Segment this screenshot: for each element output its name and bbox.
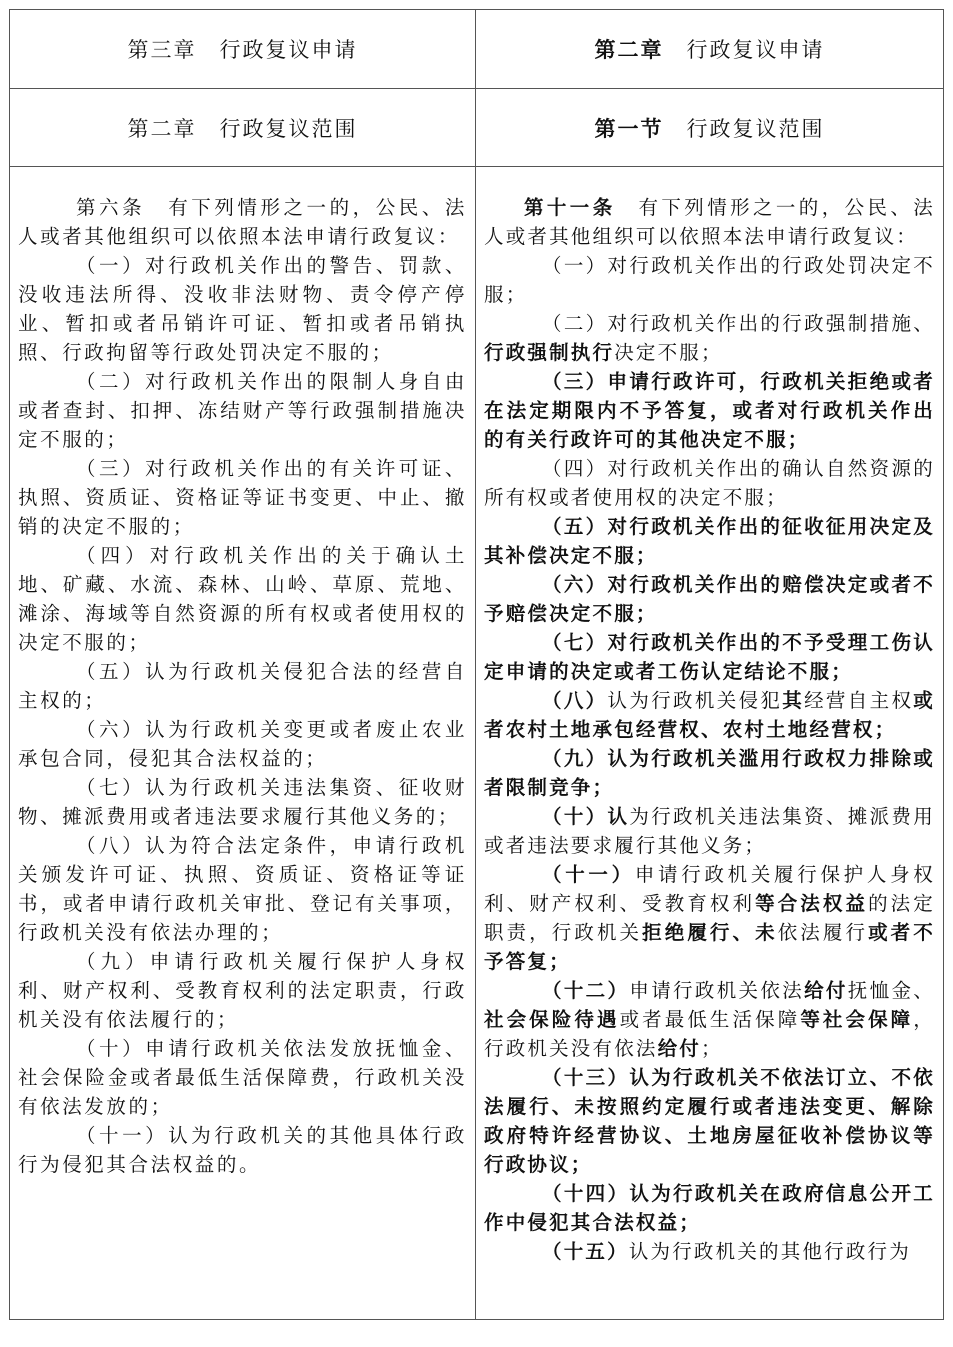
left-old-text-column xyxy=(10,167,475,1319)
right-item-paragraph: （十二）申请行政机关依法给付抚恤金、社会保险待遇或者最低生活保障等社会保障，行政机关没有依法给付； xyxy=(484,979,935,1060)
left-item-paragraph: （四）对行政机关作出的关于确认土地、矿藏、水流、森林、山岭、草原、荒地、滩涂、海域等自然资源的所有权或者使用权的决定不服的； xyxy=(18,544,467,654)
right-item-paragraph-new: （三）申请行政许可，行政机关拒绝或者在法定期限内不予答复，或者对行政机关作出的有关行政许可的其他决定不服； xyxy=(484,370,935,451)
right-item-paragraph: （十五）认为行政机关的其他行政行为 xyxy=(542,1240,911,1263)
left-chapter-heading: 第三章 行政复议申请 xyxy=(10,10,475,89)
left-item-paragraph: （十）申请行政机关依法发放抚恤金、社会保险金或者最低生活保障费，行政机关没有依法发放的； xyxy=(18,1037,467,1118)
left-article-paragraph: 第六条 有下列情形之一的，公民、法人或者其他组织可以依照本法申请行政复议： xyxy=(18,196,467,248)
right-new-text-column xyxy=(475,167,943,1319)
left-item-paragraph: （十一）认为行政机关的其他具体行政行为侵犯其合法权益的。 xyxy=(18,1124,467,1176)
right-item-paragraph: （四）对行政机关作出的确认自然资源的所有权或者使用权的决定不服； xyxy=(484,457,935,509)
right-item-paragraph-new: （十三）认为行政机关不依法订立、不依法履行、未按照约定履行或者违法变更、解除政府特许经营协议、土地房屋征收补偿协议等行政协议； xyxy=(484,1066,935,1176)
left-item-paragraph: （三）对行政机关作出的有关许可证、执照、资质证、资格证等证书变更、中止、撤销的决定不服的； xyxy=(18,457,467,538)
right-item-paragraph: （二）对行政机关作出的行政强制措施、行政强制执行决定不服； xyxy=(484,312,935,364)
right-item-paragraph-new: （五）对行政机关作出的征收征用决定及其补偿决定不服； xyxy=(484,515,935,567)
right-item-paragraph-new: （六）对行政机关作出的赔偿决定或者不予赔偿决定不服； xyxy=(484,573,935,625)
left-item-paragraph: （九）申请行政机关履行保护人身权利、财产权利、受教育权利的法定职责，行政机关没有依法履行的； xyxy=(18,950,467,1031)
left-item-paragraph: （八）认为符合法定条件，申请行政机关颁发许可证、执照、资质证、资格证等证书，或者申请行政机关审批、登记有关事项，行政机关没有依法办理的； xyxy=(18,834,467,944)
right-chapter-number: 第二章 xyxy=(594,37,664,62)
right-item-paragraph-new: （七）对行政机关作出的不予受理工伤认定申请的决定或者工伤认定结论不服； xyxy=(484,631,935,683)
left-item-paragraph: （六）认为行政机关变更或者废止农业承包合同，侵犯其合法权益的； xyxy=(18,718,467,770)
right-chapter-title: 行政复议申请 xyxy=(686,38,825,62)
right-article-paragraph: 第十一条 有下列情形之一的，公民、法人或者其他组织可以依照本法申请行政复议： xyxy=(484,196,935,248)
right-item-paragraph-new: （十四）认为行政机关在政府信息公开工作中侵犯其合法权益； xyxy=(484,1182,935,1234)
right-item-paragraph: （十一）申请行政机关履行保护人身权利、财产权利、受教育权利等合法权益的法定职责，行政机关拒绝履行、未依法履行或者不予答复； xyxy=(484,863,935,973)
left-item-paragraph: （七）认为行政机关违法集资、征收财物、摊派费用或者违法要求履行其他义务的； xyxy=(18,776,467,828)
right-item-paragraph: （一）对行政机关作出的行政处罚决定不服； xyxy=(484,254,935,306)
left-section-heading: 第二章 行政复议范围 xyxy=(10,89,475,167)
comparison-table xyxy=(9,9,944,1320)
right-item-paragraph: （八）认为行政机关侵犯其经营自主权或者农村土地承包经营权、农村土地经营权； xyxy=(484,689,935,741)
right-item-paragraph-new: （九）认为行政机关滥用行政权力排除或者限制竞争； xyxy=(484,747,935,799)
left-item-paragraph: （五）认为行政机关侵犯合法的经营自主权的； xyxy=(18,660,467,712)
right-section-heading xyxy=(475,89,943,167)
right-section-title: 行政复议范围 xyxy=(686,116,825,141)
left-item-paragraph: （二）对行政机关作出的限制人身自由或者查封、扣押、冻结财产等行政强制措施决定不服的； xyxy=(18,370,467,451)
right-section-number: 第一节 xyxy=(594,115,664,141)
right-chapter-heading xyxy=(475,10,943,89)
right-item-paragraph: （十）认为行政机关违法集资、摊派费用或者违法要求履行其他义务； xyxy=(484,805,935,857)
left-item-paragraph: （一）对行政机关作出的警告、罚款、没收违法所得、没收非法财物、责令停产停业、暂扣或者吊销许可证、暂扣或者吊销执照、行政拘留等行政处罚决定不服的； xyxy=(18,254,467,364)
